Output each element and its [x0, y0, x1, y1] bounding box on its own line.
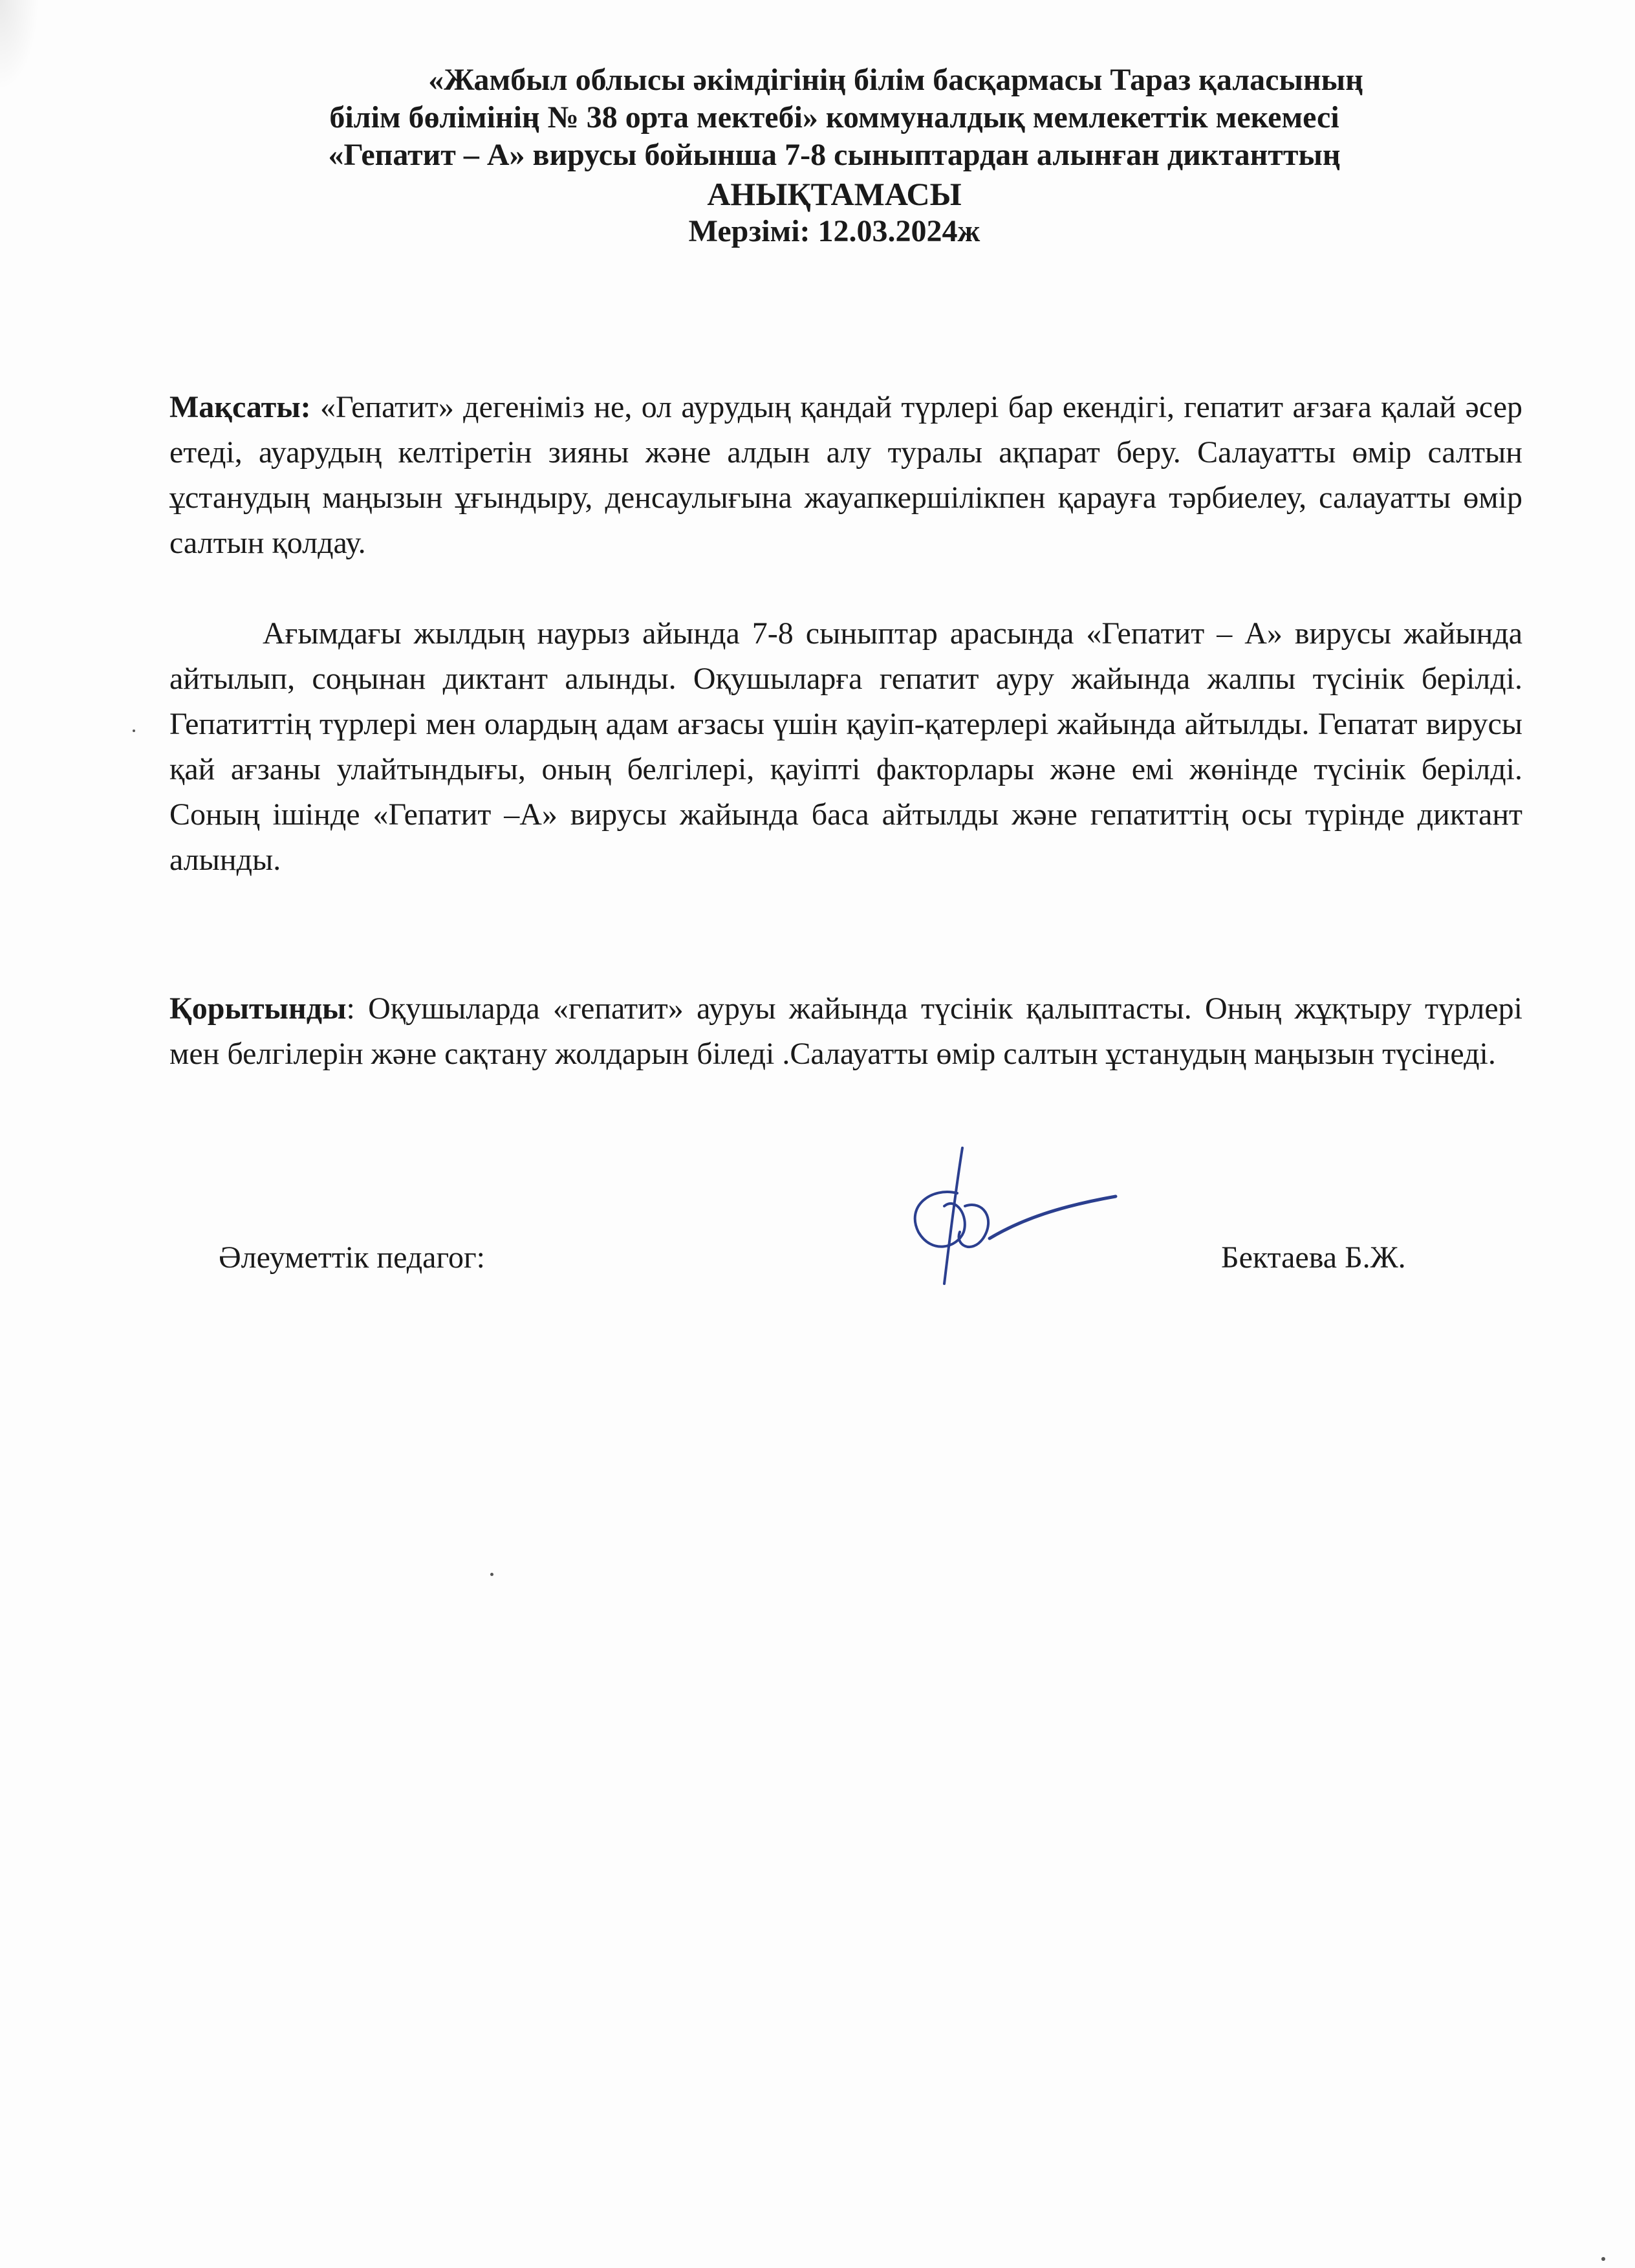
goal-text: «Гепатит» дегеніміз не, ол аурудың қандай түрлері бар екендігі, гепатит ағзаға қалай әсер етеді, ауарудың келтіретін зияны және алдын алу туралы ақпарат беру. Салауатты өмір салтын ұстанудың маңызын ұғындыру, денсаулығына жауапкершілікпен қарауға тәрбиелеу, салауатты өмір салтын қолдау. — [169, 390, 1522, 560]
handwritten-signature — [893, 1135, 1125, 1297]
scan-speck — [1601, 2257, 1605, 2261]
scan-edge-shadow — [0, 0, 39, 91]
scan-speck — [133, 729, 135, 732]
goal-label: Мақсаты: — [169, 390, 311, 424]
header-line-1: «Жамбыл облысы әкімдігінің білім басқармасы Тараз қаласының — [428, 63, 1363, 97]
signer-role: Әлеуметтік педагог: — [219, 1240, 485, 1275]
header-line-3: «Гепатит – А» вирусы бойынша 7-8 сыныптардан алынған диктанттың — [328, 138, 1341, 172]
document-header — [168, 61, 1500, 250]
goal-paragraph — [169, 385, 1522, 566]
conclusion-text: : Оқушыларда «гепатит» ауруы жайында түсінік қалыптасты. Оның жұқтыру түрлері мен белгілерін және сақтану жолдарын біледі .Салауатты өмір салтын ұстанудың маңызын түсінеді. — [169, 991, 1522, 1071]
main-paragraph: Ағымдағы жылдың наурыз айында 7-8 сыныптар арасында «Гепатит – А» вирусы жайында айтылып, соңынан диктант алынды. Оқушыларға гепатит ауру жайында жалпы түсінік берілді. Гепатиттің түрлері мен олардың адам ағзасы үшін қауіп-қатерлері жайында айтылды. Гепатат вирусы қай ағзаны улайтындығы, оның белгілері, қауіпті факторлары және емі жөнінде түсінік берілді. Соның ішінде «Гепатит –А» вирусы жайында баса айтылды және гепатиттің осы түрінде диктант алынды. — [169, 616, 1522, 877]
signer-name: Бектаева Б.Ж. — [1221, 1240, 1406, 1275]
document-title: АНЫҚТАМАСЫ — [707, 176, 962, 212]
conclusion-paragraph — [169, 986, 1522, 1077]
document-date: Мерзімі: 12.03.2024ж — [688, 214, 980, 248]
scan-speck — [490, 1573, 493, 1576]
header-line-2: білім бөлімінің № 38 орта мектебі» коммуналдық мемлекеттік мекемесі — [329, 100, 1339, 135]
conclusion-label: Қорытынды — [169, 991, 347, 1026]
